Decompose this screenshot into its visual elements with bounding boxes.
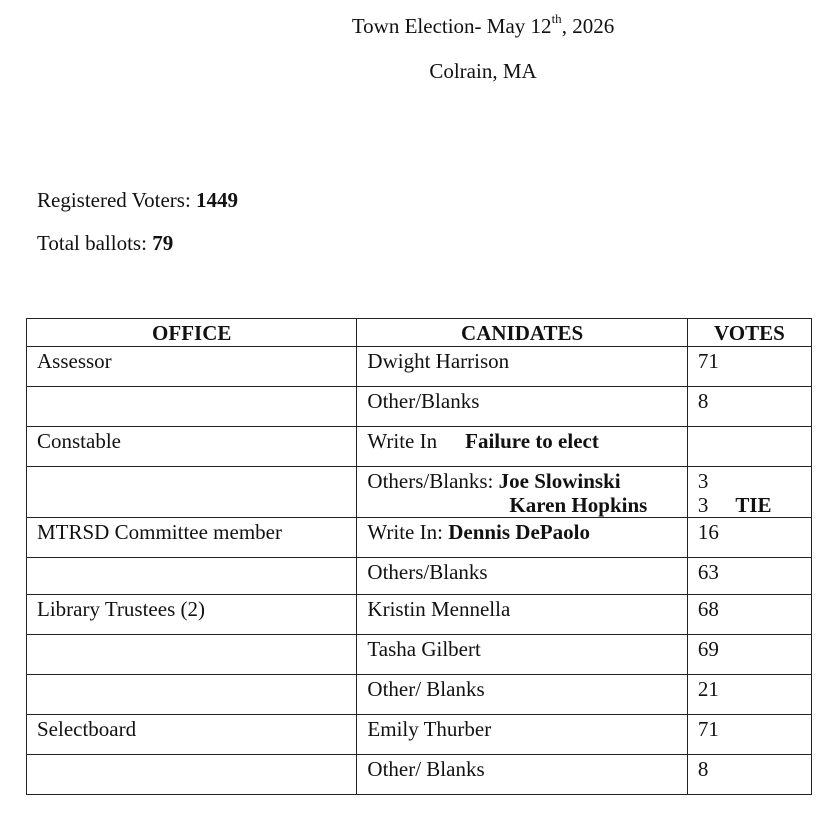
title-suffix: , 2026 xyxy=(561,14,615,38)
title-superscript: th xyxy=(551,11,562,26)
office-header: OFFICE xyxy=(27,319,357,347)
document-title xyxy=(0,11,829,39)
office-cell xyxy=(27,467,357,518)
votes-value-2: 3 xyxy=(697,493,709,517)
candidate-prefix: Write In xyxy=(367,429,438,453)
candidate-cell: Others/Blanks xyxy=(357,558,687,595)
results-table xyxy=(26,318,812,795)
total-ballots-value: 79 xyxy=(152,231,174,255)
votes-cell xyxy=(687,467,811,518)
votes-cell: 8 xyxy=(687,755,811,795)
office-cell: Selectboard xyxy=(27,715,357,755)
votes-cell: 68 xyxy=(687,595,811,635)
table-row xyxy=(27,347,812,387)
registered-voters-label: Registered Voters: xyxy=(37,188,191,212)
candidate-cell: Other/ Blanks xyxy=(357,755,687,795)
header-row xyxy=(27,319,812,347)
office-cell xyxy=(27,675,357,715)
tie-note: TIE xyxy=(735,493,772,517)
candidate-cell: Emily Thurber xyxy=(357,715,687,755)
table-row xyxy=(27,675,812,715)
candidate-name: Dennis DePaolo xyxy=(448,520,590,544)
votes-header: VOTES xyxy=(687,319,811,347)
table-row xyxy=(27,715,812,755)
votes-cell: 16 xyxy=(687,518,811,558)
table-row xyxy=(27,427,812,467)
office-cell xyxy=(27,558,357,595)
votes-cell: 69 xyxy=(687,635,811,675)
office-cell xyxy=(27,755,357,795)
votes-cell: 21 xyxy=(687,675,811,715)
office-cell: MTRSD Committee member xyxy=(27,518,357,558)
candidate-name: Joe Slowinski xyxy=(498,469,621,493)
candidate-cell: Tasha Gilbert xyxy=(357,635,687,675)
candidate-result: Failure to elect xyxy=(465,429,599,453)
table-row xyxy=(27,635,812,675)
candidate-prefix: Write In: xyxy=(367,520,443,544)
votes-cell xyxy=(687,427,811,467)
total-ballots xyxy=(37,231,173,256)
candidate-prefix: Others/Blanks: xyxy=(367,469,494,493)
registered-voters-value: 1449 xyxy=(196,188,239,212)
candidates-header: CANIDATES xyxy=(357,319,687,347)
table-row xyxy=(27,387,812,427)
candidate-cell xyxy=(357,467,687,518)
candidate-cell: Other/Blanks xyxy=(357,387,687,427)
location-subtitle: Colrain, MA xyxy=(429,59,537,83)
office-cell xyxy=(27,387,357,427)
votes-value: 3 xyxy=(697,469,709,493)
table-row xyxy=(27,518,812,558)
votes-cell: 63 xyxy=(687,558,811,595)
candidate-cell: Kristin Mennella xyxy=(357,595,687,635)
votes-cell: 71 xyxy=(687,347,811,387)
table-row xyxy=(27,467,812,518)
table-row xyxy=(27,755,812,795)
title-prefix: Town Election- May 12 xyxy=(351,14,552,38)
candidate-name-2: Karen Hopkins xyxy=(509,493,648,517)
office-cell: Library Trustees (2) xyxy=(27,595,357,635)
office-cell xyxy=(27,635,357,675)
candidate-cell: Other/ Blanks xyxy=(357,675,687,715)
office-cell: Constable xyxy=(27,427,357,467)
table-row xyxy=(27,595,812,635)
votes-cell: 71 xyxy=(687,715,811,755)
votes-cell: 8 xyxy=(687,387,811,427)
candidate-cell xyxy=(357,427,687,467)
table-row xyxy=(27,558,812,595)
candidate-cell xyxy=(357,518,687,558)
office-cell: Assessor xyxy=(27,347,357,387)
total-ballots-label: Total ballots: xyxy=(37,231,147,255)
candidate-cell: Dwight Harrison xyxy=(357,347,687,387)
registered-voters xyxy=(37,188,238,213)
